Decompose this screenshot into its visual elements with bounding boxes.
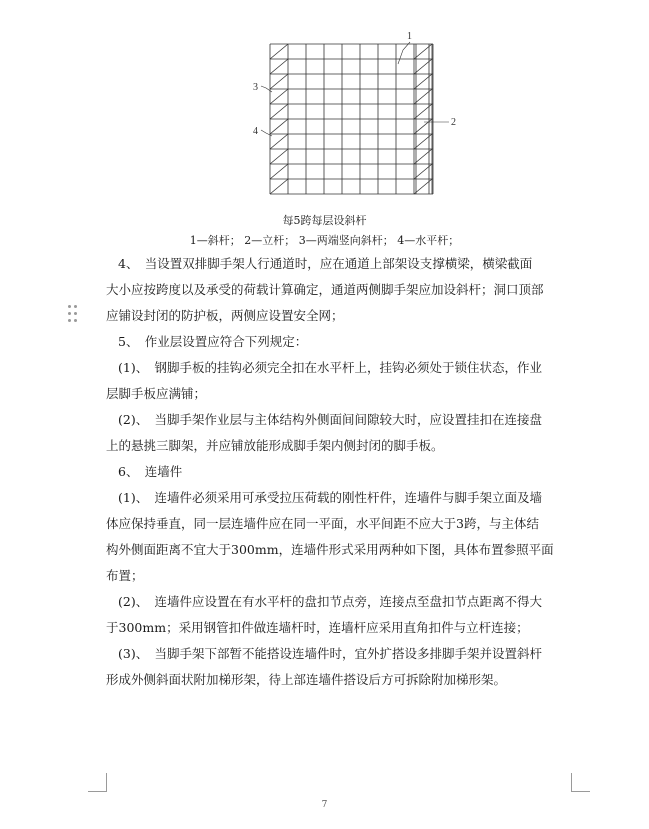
page-corner-mark-right <box>571 773 590 792</box>
paragraph-line: 形成外侧斜面状附加梯形架，待上部连墙件搭设后方可拆除附加梯形架。 <box>106 672 507 687</box>
diagonal-brace <box>270 149 288 164</box>
figure-label-2: 2 <box>451 117 456 128</box>
figure-label-4: 4 <box>253 126 258 137</box>
figure-label-3: 3 <box>253 82 258 93</box>
page-number: 7 <box>321 800 328 810</box>
diagonal-brace <box>270 89 288 104</box>
diagonal-brace <box>270 74 288 89</box>
paragraph-line: 上的悬挑三脚架，并应铺放能形成脚手架内侧封闭的脚手板。 <box>106 438 444 453</box>
scaffold-elevation-figure <box>248 24 468 204</box>
paragraph-line: 体应保持垂直，同一层连墙件应在同一平面，水平间距不应大于3跨，与主体结 <box>106 516 539 531</box>
diagonal-brace <box>270 104 288 119</box>
paragraph-line: (3)、 当脚手架下部暂不能搭设连墙件时，宜外扩搭设多排脚手架并设置斜杆 <box>118 646 542 661</box>
diagonal-brace <box>270 119 288 134</box>
paragraph-line: 层脚手板应满铺； <box>106 386 207 401</box>
page-corner-mark-left <box>88 773 107 792</box>
section-heading: 6、 连墙件 <box>118 464 183 479</box>
paragraph-line: 构外侧面距离不宜大于300mm，连墙件形式采用两种如下图，具体布置参照平面 <box>106 542 554 557</box>
figure-legend: 1—斜杆； 2—立杆； 3—两端竖向斜杆； 4—水平杆； <box>189 234 460 247</box>
paragraph-line: 4、 当设置双排脚手架人行通道时，应在通道上部架设支撑横梁，横梁截面 <box>118 256 533 271</box>
figure-label-1: 1 <box>407 31 412 42</box>
paragraph-line: (1)、 连墙件必须采用可承受拉压荷载的刚性杆件，连墙件与脚手架立面及墙 <box>118 490 542 505</box>
paragraph-line: 于300mm；采用钢管扣件做连墙杆时，连墙杆应采用直角扣件与立杆连接； <box>106 620 529 635</box>
scaffold-grid <box>270 44 433 194</box>
diagonal-brace <box>270 134 288 149</box>
paragraph-line: 大小应按跨度以及承受的荷载计算确定，通道两侧脚手架应加设斜杆；洞口顶部 <box>106 282 544 297</box>
diagonal-brace <box>270 59 288 74</box>
paragraph-line: (2)、 连墙件应设置在有水平杆的盘扣节点旁，连接点至盘扣节点距离不得大 <box>118 594 542 609</box>
drag-handle-icon[interactable] <box>68 305 80 325</box>
diagonal-brace <box>270 44 288 59</box>
diagonal-brace <box>270 164 288 179</box>
diagonal-brace <box>270 179 288 194</box>
paragraph-line: (1)、 钢脚手板的挂钩必须完全扣在水平杆上，挂钩必须处于锁住状态，作业 <box>118 360 542 375</box>
paragraph-line: 布置； <box>106 568 144 583</box>
figure-title: 每5跨每层设斜杆 <box>282 214 367 227</box>
paragraph-line: (2)、 当脚手架作业层与主体结构外侧面间间隙较大时，应设置挂扣在连接盘 <box>118 412 542 427</box>
paragraph-line: 应铺设封闭的防护板，两侧应设置安全网； <box>106 308 344 323</box>
paragraph-line: 5、 作业层设置应符合下列规定： <box>118 334 308 349</box>
leader-line-1 <box>398 42 410 64</box>
